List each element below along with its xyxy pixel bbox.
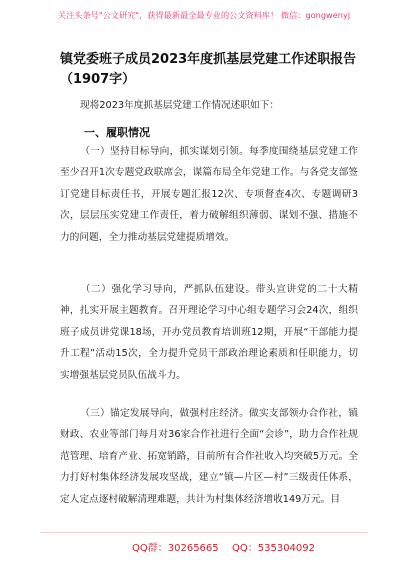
paragraph-3 <box>60 403 358 510</box>
intro-text: 现将2023年度抓基层党建工作情况述职如下： <box>80 100 280 111</box>
paragraph-1-text: （一）坚持目标导向，抓实谋划引领。每季度围绕基层党建工作至少召开1次专题党政联席会，谋篇布局全年党建工作。与各党支部签订党建目标责任书，开展专题汇报12次、专项督查4次、专题调研3次，层层压实党建工作责任，着力破解组织薄弱、谋划不强、措施不力的问题，全力推动基层党建提质增效。 <box>60 146 358 243</box>
paragraph-2-text: （二）强化学习导向，严抓队伍建设。带头宣讲党的二十大精神，扎实开展主题教育。召开理论学习中心组专题学习会24次，组织班子成员讲党课18场，开办党员教育培训班12期，开展“干部能力提升工程”活动15次，全力提升党员干部政治理论素质和任职能力，切实增强基层党员队伍战斗力。 <box>60 284 358 381</box>
paragraph-2 <box>60 279 358 386</box>
document-title: 镇党委班子成员2023年度抓基层党建工作述职报告（1907字） <box>60 52 357 87</box>
footer-divider <box>40 532 368 533</box>
paragraph-1 <box>60 141 358 248</box>
paragraph-3-text: （三）锚定发展导向，做强村庄经济。做实支部领办合作社，镇财政、农业等部门每月对36家合作社进行全面“会诊”，助力合作社规范管理、培育产业、拓宽销路，目前所有合作社收入均突破5万元。全力打好村集体经济发展攻坚战，建立“镇—片区—村”三级责任体系，定人定点逐村破解清理难题，共计为村集体经济增收149万元。目 <box>60 408 358 505</box>
footer-qq-group: QQ群：30265665 <box>132 543 219 554</box>
intro-paragraph <box>60 95 358 116</box>
header-banner: 关注头条号"公文研究"，获得最新最全最专业的公文资料库！ 微信：gongwenyj <box>57 10 351 20</box>
section-heading: 一、履职情况 <box>84 126 150 139</box>
footer-qq: QQ：535304092 <box>232 543 316 554</box>
